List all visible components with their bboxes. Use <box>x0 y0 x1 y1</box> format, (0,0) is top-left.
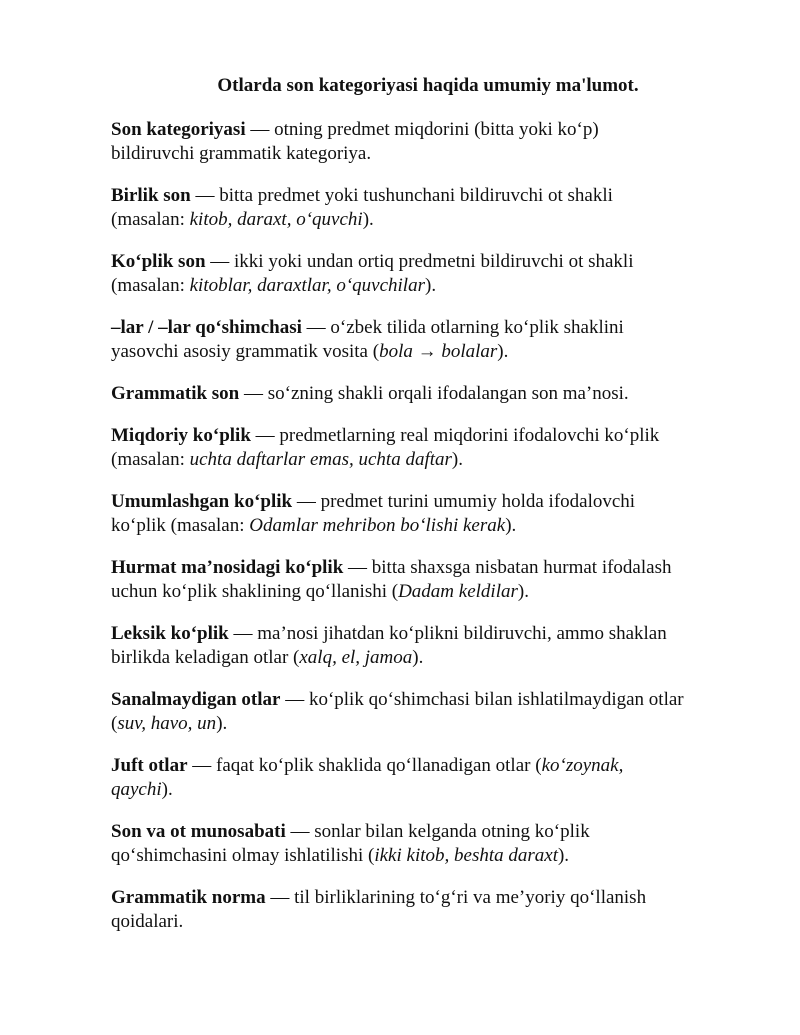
entry-definition-text: ). <box>451 449 463 470</box>
entry-example: kitob, daraxt, oʻquvchi <box>189 209 363 230</box>
entry-definition-text: — sonlar bilan kelganda otning koʻplik <box>285 821 590 842</box>
glossary-entry <box>111 556 751 604</box>
entry-definition-text: (masalan: <box>111 449 190 470</box>
entry-example: Dadam keldilar <box>398 581 518 602</box>
entry-definition-text: ). <box>216 713 228 734</box>
entry-term: Hurmat ma’nosidagi koʻplik <box>111 557 344 578</box>
entry-term: Leksik koʻplik <box>111 623 229 644</box>
entry-definition-text: — ma’nosi jihatdan koʻplikni bildiruvchi, ammo shaklan <box>228 623 667 644</box>
entry-definition-text: birlikda keladigan otlar ( <box>111 647 300 668</box>
entry-term: –lar / –lar qoʻshimchasi <box>111 317 302 338</box>
glossary-entry <box>111 118 751 166</box>
entry-definition-text: ). <box>362 209 374 230</box>
glossary-entry <box>111 184 751 232</box>
entry-example: xalq, el, jamoa <box>299 647 413 668</box>
entry-definition-text: — faqat koʻplik shaklida qoʻllanadigan otlar ( <box>187 755 542 776</box>
entry-term: Son va ot munosabati <box>111 821 286 842</box>
glossary-entry <box>111 490 751 538</box>
entry-example: Odamlar mehribon boʻlishi kerak <box>249 515 506 536</box>
entry-definition-text: (masalan: <box>111 209 190 230</box>
entry-definition-text: qoidalari. <box>111 911 184 932</box>
entry-example: koʻzoynak, <box>541 755 624 776</box>
entry-definition-text: ). <box>497 341 509 362</box>
glossary-list <box>111 118 751 952</box>
glossary-entry <box>111 754 751 802</box>
entry-definition-text: — bitta shaxsga nisbatan hurmat ifodalash <box>343 557 672 578</box>
entry-definition-text: — bitta predmet yoki tushunchani bildiruvchi ot shakli <box>190 185 613 206</box>
entry-definition-text: — koʻplik qoʻshimchasi bilan ishlatilmaydigan otlar <box>280 689 684 710</box>
entry-definition-text: — soʻzning shakli orqali ifodalangan son ma’nosi. <box>239 383 629 404</box>
glossary-entry <box>111 820 751 868</box>
entry-example: kitoblar, daraxtlar, oʻquvchilar <box>189 275 425 296</box>
glossary-entry <box>111 250 751 298</box>
entry-term: Birlik son <box>111 185 191 206</box>
entry-term: Koʻplik son <box>111 251 206 272</box>
glossary-entry <box>111 622 751 670</box>
entry-example: ikki kitob, beshta daraxt <box>374 845 558 866</box>
entry-definition-text: uchun koʻplik shaklining qoʻllanishi ( <box>111 581 399 602</box>
entry-example: bola → bolalar <box>379 341 498 362</box>
entry-definition-text: — predmetlarning real miqdorini ifodalovchi koʻplik <box>250 425 660 446</box>
entry-term: Grammatik son <box>111 383 240 404</box>
entry-definition-text: — predmet turini umumiy holda ifodalovchi <box>292 491 636 512</box>
entry-example: suv, havo, un <box>117 713 217 734</box>
entry-definition-text: — ikki yoki undan ortiq predmetni bildiruvchi ot shakli <box>205 251 634 272</box>
entry-term: Juft otlar <box>111 755 188 776</box>
entry-term: Umumlashgan koʻplik <box>111 491 293 512</box>
glossary-entry <box>111 688 751 736</box>
glossary-entry <box>111 886 751 934</box>
entry-term: Miqdoriy koʻplik <box>111 425 251 446</box>
entry-definition-text: ). <box>517 581 529 602</box>
entry-term: Sanalmaydigan otlar <box>111 689 281 710</box>
entry-definition-text: ). <box>161 779 173 800</box>
document-title: Otlarda son kategoriyasi haqida umumiy ma'lumot. <box>217 75 639 96</box>
entry-definition-text: yasovchi asosiy grammatik vosita ( <box>111 341 380 362</box>
entry-term: Son kategoriyasi <box>111 119 246 140</box>
entry-definition-text: ). <box>425 275 437 296</box>
entry-definition-text: — otning predmet miqdorini (bitta yoki koʻp) <box>245 119 599 140</box>
glossary-entry <box>111 316 751 364</box>
entry-definition-text: ). <box>412 647 424 668</box>
entry-definition-text: koʻplik (masalan: <box>111 515 250 536</box>
entry-definition-text: bildiruvchi grammatik kategoriya. <box>111 143 372 164</box>
entry-term: Grammatik norma <box>111 887 266 908</box>
entry-definition-text: qoʻshimchasini olmay ishlatilishi ( <box>111 845 375 866</box>
entry-example: uchta daftarlar emas, uchta daftar <box>189 449 452 470</box>
entry-definition-text: — oʻzbek tilida otlarning koʻplik shaklini <box>301 317 624 338</box>
entry-example: qaychi <box>111 779 162 800</box>
glossary-entry <box>111 424 751 472</box>
glossary-entry <box>111 382 751 406</box>
entry-definition-text: ( <box>111 713 118 734</box>
entry-definition-text: ). <box>505 515 517 536</box>
entry-definition-text: — til birliklarining toʻgʻri va me’yoriy qoʻllanish <box>265 887 647 908</box>
entry-definition-text: ). <box>557 845 570 866</box>
entry-definition-text: (masalan: <box>111 275 190 296</box>
